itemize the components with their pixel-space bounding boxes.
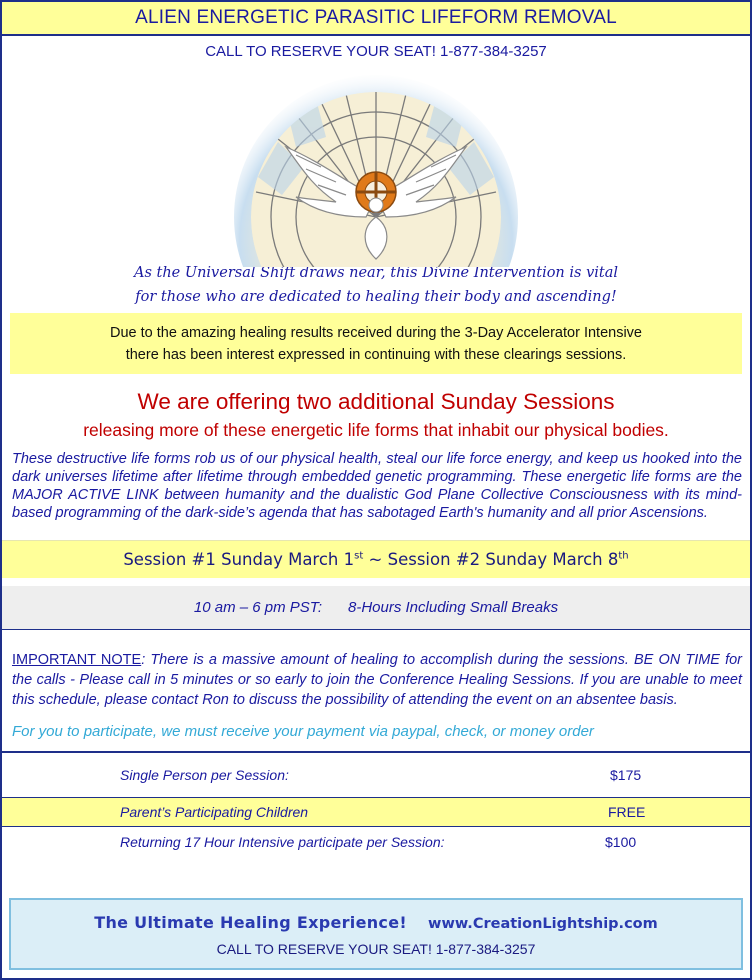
- pricing-amount: FREE: [608, 804, 646, 820]
- important-note: [2, 630, 750, 710]
- pricing-label: Parent’s Participating Children: [120, 804, 309, 820]
- important-note-text: : There is a massive amount of healing to accomplish during the sessions. BE ON TIME for the calls - Please call in 5 minutes or so early to join the Conference Healing Sessions. If you are unable to meet this schedule, please contact Ron to discuss the possibility of attending the event on an absentee basis.: [12, 652, 743, 708]
- pricing-table: [2, 751, 750, 857]
- offer-subheadline: releasing more of these energetic life forms that inhabit our physical bodies.: [83, 420, 669, 440]
- pricing-label: Single Person per Session:: [120, 767, 289, 783]
- session-duration: 8-Hours Including Small Breaks: [348, 599, 559, 616]
- pricing-row: [2, 753, 750, 797]
- page-title: ALIEN ENERGETIC PARASITIC LIFEFORM REMOVAL: [2, 2, 750, 36]
- pricing-row: [2, 827, 750, 857]
- results-box: [10, 313, 742, 374]
- results-line-1: Due to the amazing healing results received during the 3-Day Accelerator Intensive: [110, 325, 642, 341]
- session-hours: [2, 586, 750, 630]
- session-dates: [2, 540, 750, 578]
- reserve-phone-line: CALL TO RESERVE YOUR SEAT! 1-877-384-3257: [205, 43, 547, 60]
- results-line-2: there has been interest expressed in continuing with these clearings sessions.: [125, 347, 627, 363]
- offer-headline: We are offering two additional Sunday Sessions: [137, 389, 615, 414]
- footer-banner: [9, 898, 743, 970]
- session-separator: ~: [363, 550, 388, 569]
- footer-tagline: The Ultimate Healing Experience!: [94, 913, 407, 932]
- session-1-suffix: st: [354, 550, 364, 562]
- session-1-date: Session #1 Sunday March 1: [123, 550, 355, 569]
- session-2-suffix: th: [618, 550, 629, 562]
- pricing-amount: $100: [605, 834, 637, 850]
- session-2-date: Session #2 Sunday March 8: [387, 550, 619, 569]
- pricing-label: Returning 17 Hour Intensive participate per Session:: [120, 834, 445, 850]
- intro-line-1: As the Universal Shift draws near, this Divine Intervention is vital: [133, 265, 619, 281]
- intro-text: [2, 261, 750, 309]
- payment-notice: For you to participate, we must receive your payment via paypal, check, or money order: [12, 723, 594, 740]
- session-time: 10 am – 6 pm PST:: [193, 599, 322, 616]
- dove-stained-glass-icon: [226, 67, 526, 267]
- description-paragraph: These destructive life forms rob us of our physical health, steal our life force energy, and keep us hooked into the dark universes lifetime after lifetime through embedded genetic programming. These energetic life forms are the MAJOR ACTIVE LINK between humanity and the dualistic God Plane Collective Consciousness with its mind-based programming of the dark-side’s agenda that has sabotaged Earth's humanity and all prior Ascensions.: [12, 451, 742, 521]
- pricing-amount: $175: [610, 767, 642, 783]
- footer-phone-line: CALL TO RESERVE YOUR SEAT! 1-877-384-3257: [216, 941, 536, 957]
- footer-headline: [11, 913, 741, 932]
- intro-line-2: for those who are dedicated to healing their body and ascending!: [135, 289, 617, 305]
- website-link[interactable]: www.CreationLightship.com: [428, 916, 658, 932]
- important-note-label: IMPORTANT NOTE: [12, 652, 142, 668]
- pricing-row: [2, 797, 750, 827]
